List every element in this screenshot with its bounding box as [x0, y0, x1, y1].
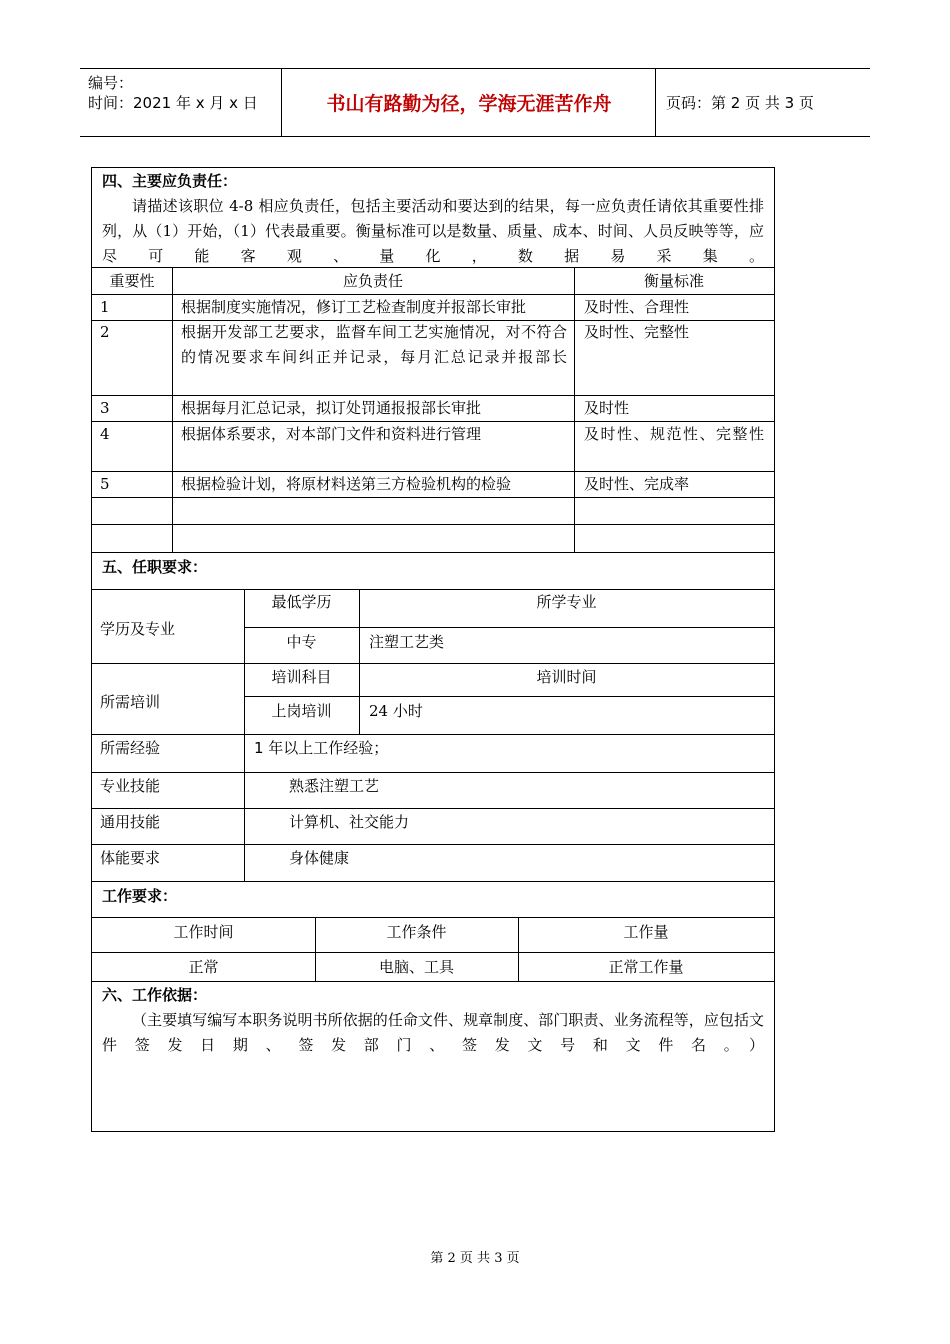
duty-standard: 及时性、完整性	[584, 323, 690, 341]
training-duration-value: 24 小时	[369, 702, 423, 720]
skills-label: 专业技能	[100, 777, 161, 795]
duty-rank: 1	[100, 298, 110, 316]
work-conditions-value: 电脑、工具	[378, 958, 454, 976]
duty-text: 根据每月汇总记录，拟订处罚通报报部长审批	[181, 399, 482, 417]
training-col-duration: 培训时间	[536, 668, 597, 686]
general-skills-label: 通用技能	[100, 813, 161, 831]
section4-title: 四、主要应负责任：	[102, 172, 238, 190]
skills-value: 熟悉注塑工艺	[289, 777, 380, 795]
education-col-major: 所学专业	[536, 593, 597, 611]
physical-label: 体能要求	[100, 849, 161, 867]
duty-standard: 及时性、合理性	[584, 298, 690, 316]
document-time-label: 时间：2021 年 x 月 x 日	[88, 94, 258, 112]
duty-text: 根据检验计划，将原材料送第三方检验机构的检验	[181, 475, 512, 493]
work-col-conditions: 工作条件	[386, 923, 447, 941]
duty-text: 根据制度实施情况，修订工艺检查制度并报部长审批	[181, 298, 527, 316]
work-requirements-title: 工作要求：	[102, 887, 178, 905]
duty-standard: 及时性、规范性、完整性	[584, 425, 764, 443]
duty-text: 根据开发部工艺要求，监督车间工艺实施情况，对不符合的情况要求车间纠正并记录，每月汇总记录并报部长	[181, 323, 567, 366]
section6-text: （主要填写编写本职务说明书所依据的任命文件、规章制度、部门职责、业务流程等，应包括文件签发日期、签发部门、签发文号和文件名。）	[102, 1011, 764, 1054]
section5-title: 五、任职要求：	[102, 558, 208, 576]
header-motto: 书山有路勤为径，学海无涯苦作舟	[283, 69, 656, 136]
work-col-time: 工作时间	[173, 923, 234, 941]
section4-intro: 请描述该职位 4-8 相应负责任，包括主要活动和要达到的结果，每一应负责任请依其重要性排列，从（1）开始，（1）代表最重要。衡量标准可以是数量、质量、成本、时间、人员反映等等，应尽可能客观、量化，数据易采集。	[102, 197, 764, 265]
col-header-importance: 重要性	[109, 272, 155, 290]
col-header-standard: 衡量标准	[643, 272, 704, 290]
work-time-value: 正常	[188, 958, 219, 976]
work-col-workload: 工作量	[623, 923, 669, 941]
work-workload-value: 正常工作量	[608, 958, 684, 976]
education-col-degree: 最低学历	[271, 593, 332, 611]
header-meta	[80, 69, 282, 136]
page-header	[80, 68, 870, 137]
job-description-table	[91, 167, 775, 1132]
duty-rank: 2	[100, 323, 110, 341]
general-skills-value: 计算机、社交能力	[289, 813, 410, 831]
physical-value: 身体健康	[289, 849, 350, 867]
experience-value: 1 年以上工作经验；	[254, 739, 389, 757]
education-label: 学历及专业	[100, 620, 176, 638]
training-col-subject: 培训科目	[271, 668, 332, 686]
section6-title: 六、工作依据：	[102, 986, 208, 1004]
experience-label: 所需经验	[100, 739, 161, 757]
document-number-label: 编号：	[88, 74, 134, 92]
duty-rank: 4	[100, 425, 110, 443]
page-footer: 第 2 页 共 3 页	[430, 1251, 520, 1266]
duty-rank: 3	[100, 399, 110, 417]
header-page-label: 页码：第 2 页 共 3 页	[666, 94, 814, 112]
training-label: 所需培训	[100, 693, 161, 711]
training-subject-value: 上岗培训	[271, 702, 332, 720]
duty-rank: 5	[100, 475, 110, 493]
duty-standard: 及时性	[584, 399, 630, 417]
col-header-duty: 应负责任	[342, 272, 403, 290]
education-major-value: 注塑工艺类	[369, 633, 445, 651]
duty-text: 根据体系要求，对本部门文件和资料进行管理	[181, 425, 482, 443]
duty-standard: 及时性、完成率	[584, 475, 690, 493]
education-degree-value: 中专	[286, 633, 317, 651]
